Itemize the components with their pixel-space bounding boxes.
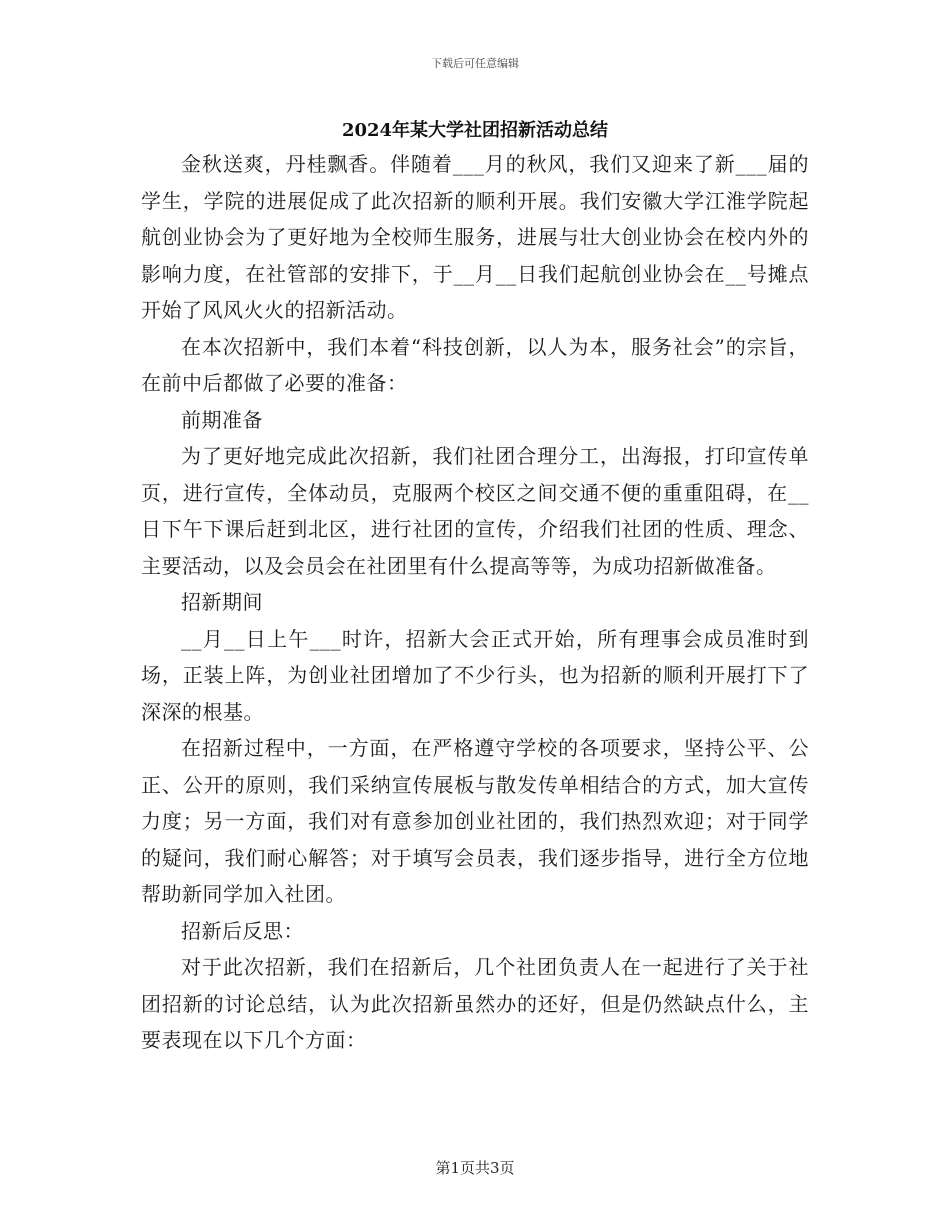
section-heading-preparation: 前期准备 (181, 407, 263, 432)
section-heading-reflection: 招新后反思： (181, 918, 304, 943)
paragraph-purpose: 在本次招新中，我们本着“科技创新，以人为本，服务社会”的宗旨，在前中后都做了必要的准备： (141, 334, 809, 395)
paragraph-recruitment-start: __月__日上午___时许，招新大会正式开始，所有理事会成员准时到场，正装上阵，为创业社团增加了不少行头，也为招新的顺利开展打下了深深的根基。 (141, 626, 809, 724)
page-number-footer: 第1页共3页 (435, 1159, 515, 1177)
section-heading-recruitment: 招新期间 (181, 590, 263, 614)
document-title: 2024年某大学社团招新活动总结 (341, 120, 609, 141)
header-note: 下载后可任意编辑 (431, 57, 519, 70)
paragraph-preparation: 为了更好地完成此次招新，我们社团合理分工，出海报，打印宣传单页，进行宣传，全体动员，克服两个校区之间交通不便的重重阻碍，在__日下午下课后赶到北区，进行社团的宣传，介绍我们社团的性质、理念、主要活动，以及会员会在社团里有什么提高等等，为成功招新做准备。 (141, 444, 809, 578)
paragraph-reflection: 对于此次招新，我们在招新后，几个社团负责人在一起进行了关于社团招新的讨论总结，认为此次招新虽然办的还好，但是仍然缺点什么，主要表现在以下几个方面： (141, 955, 809, 1052)
paragraph-intro: 金秋送爽，丹桂飘香。伴随着___月的秋风，我们又迎来了新___届的学生，学院的进展促成了此次招新的顺利开展。我们安徽大学江淮学院起航创业协会为了更好地为全校师生服务，进展与壮大创业协会在校内外的影响力度，在社管部的安排下，于__月__日我们起航创业协会在__号摊点开始了风风火火的招新活动。 (141, 152, 809, 322)
paragraph-recruitment-process: 在招新过程中，一方面，在严格遵守学校的各项要求，坚持公平、公正、公开的原则，我们采纳宣传展板与散发传单相结合的方式，加大宣传力度；另一方面，我们对有意参加创业社团的，我们热烈欢迎；对于同学的疑问，我们耐心解答；对于填写会员表，我们逐步指导，进行全方位地帮助新同学加入社团。 (141, 736, 809, 906)
document-body (141, 146, 809, 1059)
